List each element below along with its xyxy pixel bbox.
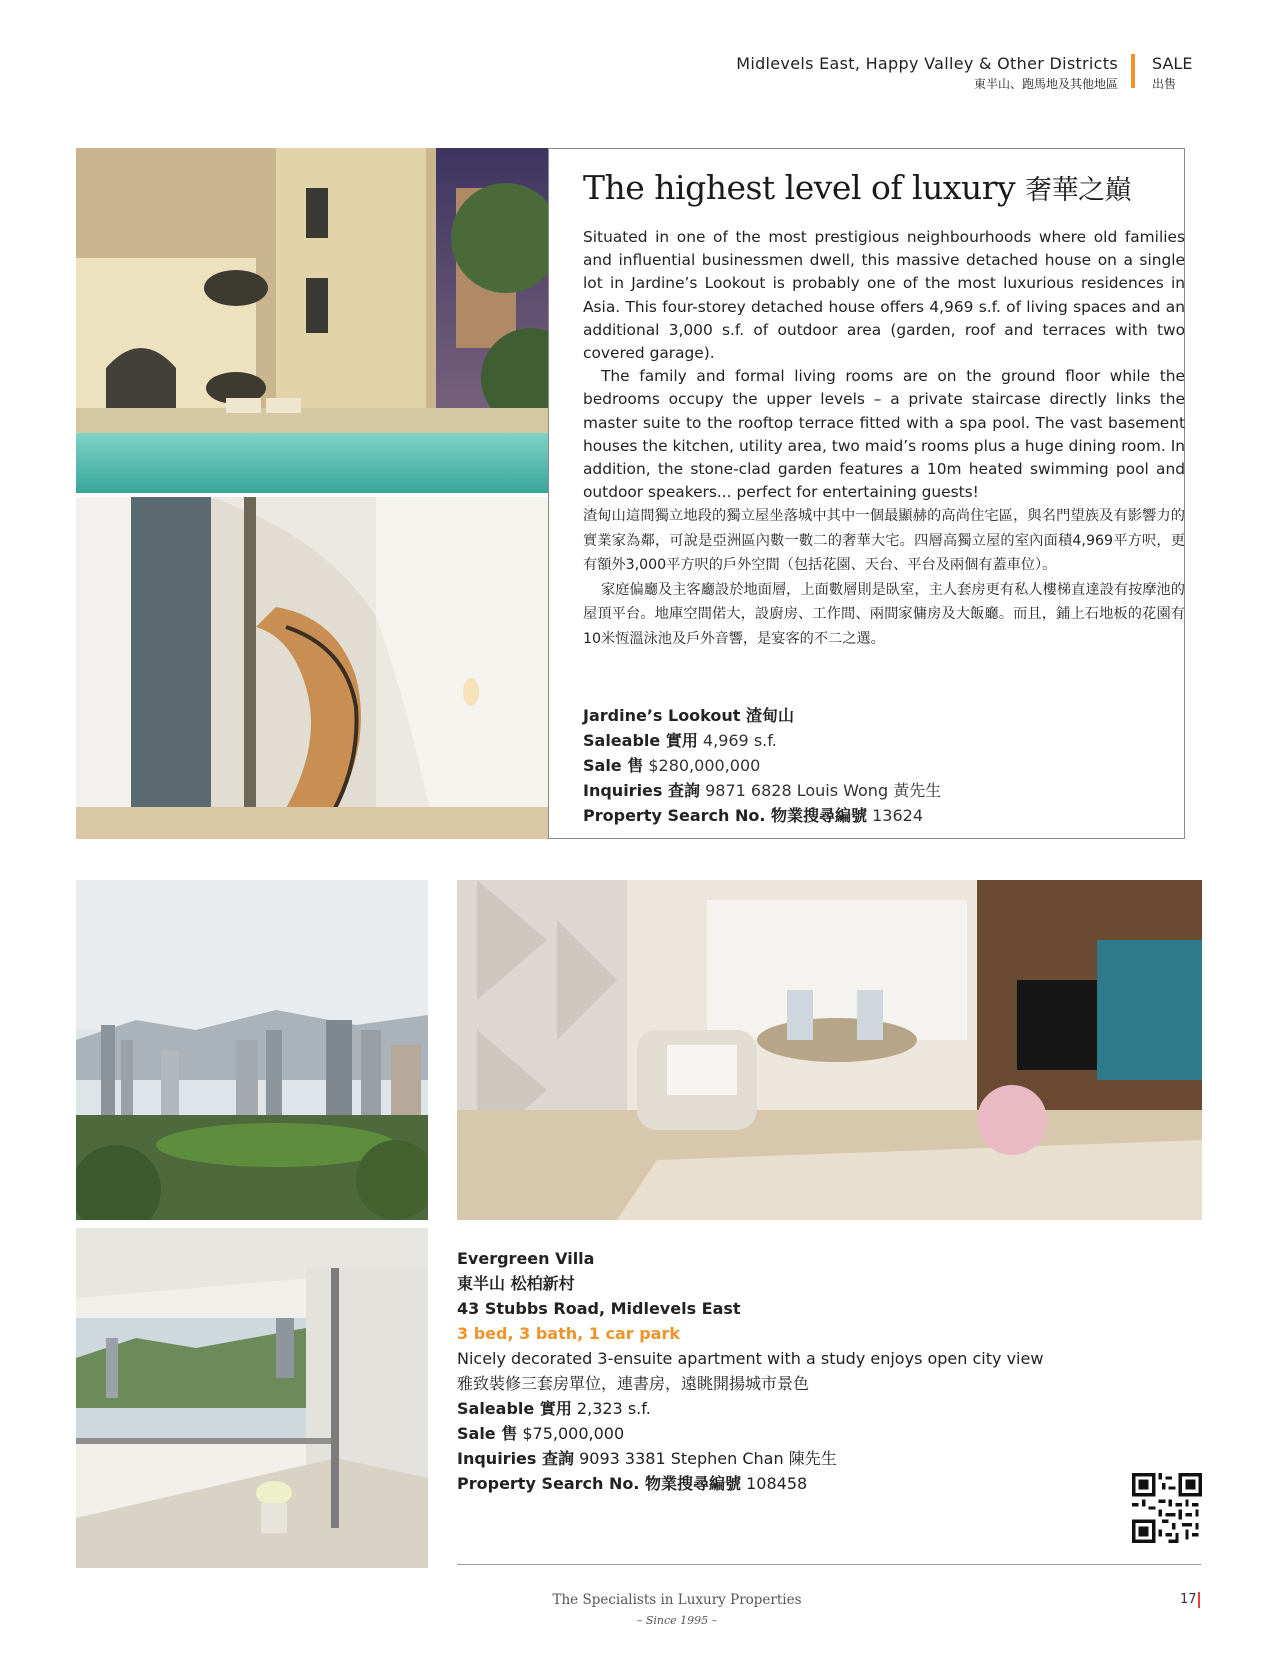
listing-2-sale-label: Sale 售 <box>457 1424 518 1443</box>
listing-1-location: Jardine’s Lookout 渣甸山 <box>583 706 794 725</box>
listing-2-name-zh: 東半山 松柏新村 <box>457 1274 575 1293</box>
balcony-photo <box>76 1228 428 1568</box>
page-header-district <box>736 54 1118 92</box>
listing-2-search-number: 108458 <box>746 1474 808 1493</box>
listing-1-inquiries-value: 9871 6828 Louis Wong 黃先生 <box>705 781 942 800</box>
listing-2-search-label: Property Search No. 物業搜尋編號 <box>457 1474 741 1493</box>
page-number-bar <box>1198 1592 1200 1608</box>
listing-2-name: Evergreen Villa <box>457 1249 595 1268</box>
footer-since: – Since 1995 – <box>636 1614 718 1627</box>
spiral-staircase-photo <box>76 497 548 839</box>
listing-1-details <box>583 703 941 828</box>
listing-1-title <box>583 168 1131 207</box>
listing-2-saleable-value: 2,323 s.f. <box>576 1399 651 1418</box>
living-room-photo <box>457 880 1202 1220</box>
listing-2-inquiries-value: 9093 3381 Stephen Chan 陳先生 <box>579 1449 837 1468</box>
listing-1-paragraph-1: Situated in one of the most prestigious neighbourhoods where old families and influential businessmen dwell, this massive detached house on a single lot in Jardine’s Lookout is probably one of the most luxurious residences in Asia. This four-storey detached house offers 4,969 s.f. of living spaces and an additional 3,000 s.f. of outdoor area (garden, roof and terraces with two covered garage). <box>583 228 1185 363</box>
listing-2-description-zh: 雅致裝修三套房單位，連書房，遠眺開揚城市景色 <box>457 1374 810 1393</box>
listing-1-paragraph-2-zh: 家庭偏廳及主客廳設於地面層，上面數層則是臥室，主人套房更有私人樓梯直達設有按摩池的屋頂平台。地庫空間偌大，設廚房、工作間、兩間家傭房及大飯廳。而且，鋪上石地板的花園有10米恆溫泳池及戶外音響，是宴客的不二之選。 <box>583 581 1185 647</box>
house-exterior-photo <box>76 148 548 493</box>
footer-divider <box>457 1564 1201 1565</box>
city-view-photo <box>76 880 428 1220</box>
listing-1-search-label: Property Search No. 物業搜尋編號 <box>583 806 867 825</box>
listing-1-price: $280,000,000 <box>648 756 761 775</box>
page-header-category <box>1152 54 1192 92</box>
listing-2-details <box>457 1246 1043 1496</box>
listing-1-description-zh <box>583 504 1185 651</box>
footer-tagline: The Specialists in Luxury Properties <box>552 1592 802 1608</box>
qr-code-icon[interactable] <box>1132 1473 1202 1543</box>
category-sale-zh: 出售 <box>1152 77 1177 91</box>
listing-1-saleable-value: 4,969 s.f. <box>702 731 777 750</box>
listing-1-saleable-label: Saleable 實用 <box>583 731 698 750</box>
listing-1-paragraph-1-zh: 渣甸山這間獨立地段的獨立屋坐落城中其中一個最顯赫的高尚住宅區，與名門望族及有影響力的實業家為鄰，可說是亞洲區內數一數二的奢華大宅。四層高獨立屋的室內面積4,969平方呎，更有額外3,000平方呎的戶外空間（包括花園、天台、平台及兩個有蓋車位）。 <box>583 508 1185 573</box>
listing-2-inquiries-label: Inquiries 查詢 <box>457 1449 574 1468</box>
district-title-zh: 東半山、跑馬地及其他地區 <box>973 77 1118 91</box>
listing-2-saleable-label: Saleable 實用 <box>457 1399 572 1418</box>
listing-2-address: 43 Stubbs Road, Midlevels East <box>457 1299 741 1318</box>
listing-1-title-zh: 奢華之巔 <box>1025 175 1132 206</box>
listing-1-search-number: 13624 <box>872 806 923 825</box>
page-number: 17 <box>1180 1592 1197 1607</box>
header-divider <box>1131 54 1135 88</box>
listing-2-specs: 3 bed, 3 bath, 1 car park <box>457 1324 680 1343</box>
listing-1-inquiries-label: Inquiries 查詢 <box>583 781 700 800</box>
listing-1-description-en <box>583 226 1185 504</box>
listing-1-title-en: The highest level of luxury <box>583 168 1016 207</box>
listing-2-description: Nicely decorated 3-ensuite apartment with a study enjoys open city view <box>457 1349 1044 1368</box>
district-title-en: Midlevels East, Happy Valley & Other Districts <box>736 54 1118 73</box>
listing-1-sale-label: Sale 售 <box>583 756 644 775</box>
listing-1-paragraph-2: The family and formal living rooms are on the ground floor while the bedrooms occupy the upper levels – a private staircase directly links the master suite to the rooftop terrace fitted with a spa pool. The vast basement houses the kitchen, utility area, two maid’s rooms plus a huge dining room. In addition, the stone-clad garden features a 10m heated swimming pool and outdoor speakers... perfect for entertaining guests! <box>583 367 1185 502</box>
category-sale-en: SALE <box>1152 54 1193 73</box>
listing-2-price: $75,000,000 <box>522 1424 625 1443</box>
